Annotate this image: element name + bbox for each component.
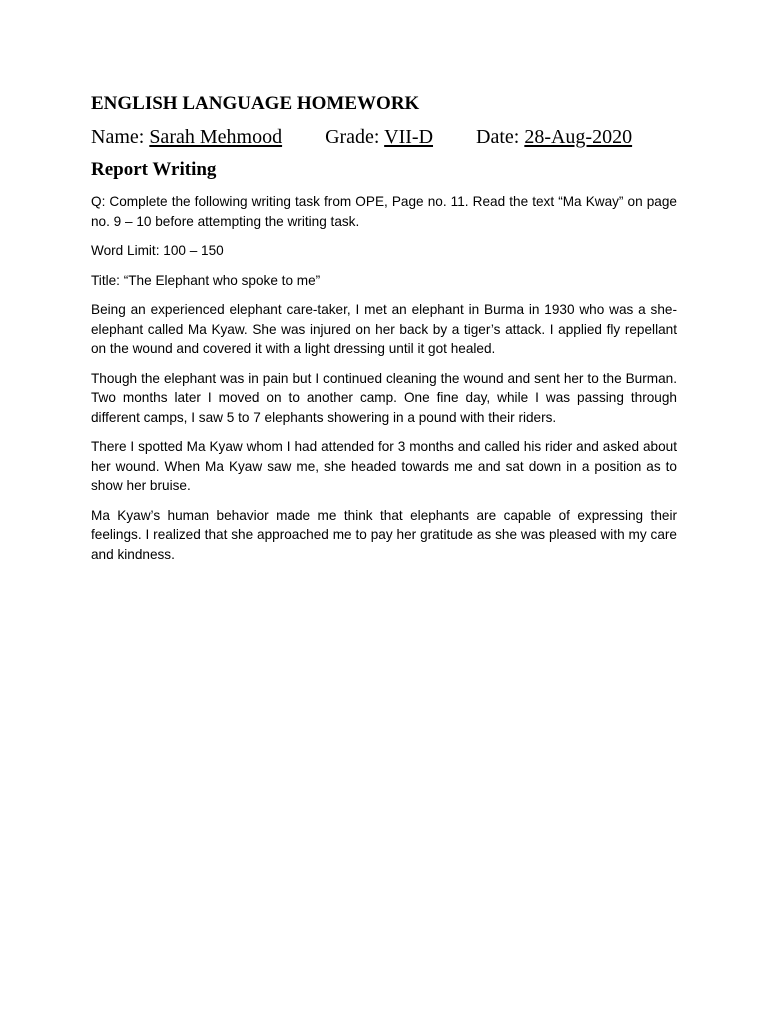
- date-group: [476, 126, 632, 148]
- date-label: Date:: [476, 126, 520, 148]
- section-title: Report Writing: [91, 159, 217, 180]
- grade-group: [325, 126, 438, 148]
- document-heading: ENGLISH LANGUAGE HOMEWORK: [91, 93, 420, 114]
- student-info-line: [91, 125, 677, 149]
- essay-paragraph: Being an experienced elephant care-taker, I met an elephant in Burma in 1930 who was a she-elephant called Ma Kyaw. She was injured on her back by a tiger’s attack. I applied fly repellant on the wound and covered it with a light dressing until it got healed.: [91, 302, 677, 356]
- grade-value: VII-D: [384, 126, 434, 148]
- essay-title: Title: “The Elephant who spoke to me”: [91, 272, 321, 288]
- question-text: Q: Complete the following writing task from OPE, Page no. 11. Read the text “Ma Kway” on page no. 9 – 10 before attempting the writing task.: [91, 194, 677, 229]
- name-group: [91, 126, 287, 148]
- essay-paragraph: There I spotted Ma Kyaw whom I had attended for 3 months and called his rider and asked about her wound. When Ma Kyaw saw me, she headed towards me and sat down in a position as to show her bruise.: [91, 439, 677, 493]
- word-limit: Word Limit: 100 – 150: [91, 243, 224, 258]
- name-value: Sarah Mehmood: [149, 126, 283, 148]
- name-label: Name:: [91, 126, 145, 148]
- grade-label: Grade:: [325, 126, 380, 148]
- homework-page: [91, 92, 677, 574]
- essay-paragraph: Though the elephant was in pain but I continued cleaning the wound and sent her to the Burman. Two months later I moved on to another camp. One fine day, while I was passing through different camps, I saw 5 to 7 elephants showering in a pound with their riders.: [91, 370, 677, 425]
- date-value: 28-Aug-2020: [524, 126, 633, 148]
- essay-paragraph: Ma Kyaw’s human behavior made me think that elephants are capable of expressing their feelings. I realized that she approached me to pay her gratitude as she was pleased with my care and kindness.: [91, 507, 677, 562]
